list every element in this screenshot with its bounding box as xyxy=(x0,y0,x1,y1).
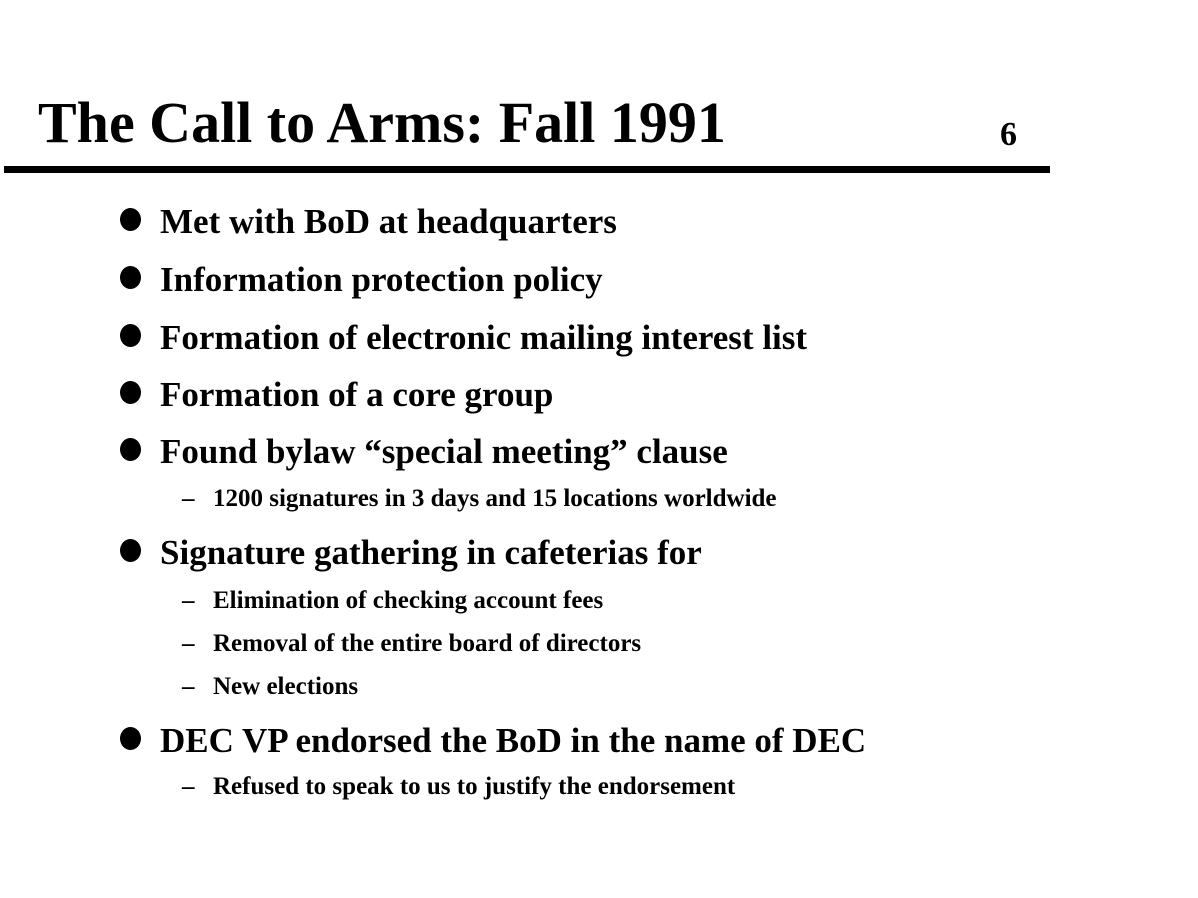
dash-icon: – xyxy=(182,587,195,614)
slide-title: The Call to Arms: Fall 1991 xyxy=(38,90,726,155)
dash-icon: – xyxy=(182,485,195,512)
bullet-item xyxy=(0,531,1198,571)
sub-bullet-item xyxy=(0,774,1198,804)
bullet-text: Formation of a core group xyxy=(160,375,554,414)
bullet-text: Found bylaw “special meeting” clause xyxy=(160,432,728,471)
bullet-dot-icon xyxy=(120,381,141,404)
bullet-item xyxy=(0,430,1198,470)
bullet-dot-icon xyxy=(120,539,141,562)
bullet-item xyxy=(0,258,1198,298)
bullet-item xyxy=(0,200,1198,240)
sub-bullet-item xyxy=(0,631,1198,661)
bullet-dot-icon xyxy=(120,266,141,289)
page-number: 6 xyxy=(1000,116,1017,153)
bullet-item xyxy=(0,316,1198,356)
bullet-dot-icon xyxy=(120,324,141,347)
dash-icon: – xyxy=(182,630,195,657)
sub-bullet-item xyxy=(0,674,1198,704)
sub-bullet-text: New elections xyxy=(213,673,359,700)
sub-bullet-item xyxy=(0,588,1198,618)
sub-bullet-text: Refused to speak to us to justify the endorsement xyxy=(213,773,736,800)
dash-icon: – xyxy=(182,773,195,800)
bullet-dot-icon xyxy=(120,438,141,461)
bullet-dot-icon xyxy=(120,208,141,231)
title-divider xyxy=(4,166,1050,173)
bullet-item xyxy=(0,373,1198,413)
sub-bullet-text: 1200 signatures in 3 days and 15 locations worldwide xyxy=(213,485,777,512)
bullet-text: Signature gathering in cafeterias for xyxy=(160,533,702,572)
sub-bullet-text: Elimination of checking account fees xyxy=(213,587,604,614)
bullet-item xyxy=(0,719,1198,759)
bullet-text: Met with BoD at headquarters xyxy=(160,202,617,241)
bullet-text: Information protection policy xyxy=(160,260,603,299)
bullet-dot-icon xyxy=(120,727,141,750)
bullet-text: DEC VP endorsed the BoD in the name of DEC xyxy=(160,721,867,760)
bullet-text: Formation of electronic mailing interest list xyxy=(160,318,808,357)
sub-bullet-item xyxy=(0,486,1198,516)
dash-icon: – xyxy=(182,673,195,700)
sub-bullet-text: Removal of the entire board of directors xyxy=(213,630,642,657)
